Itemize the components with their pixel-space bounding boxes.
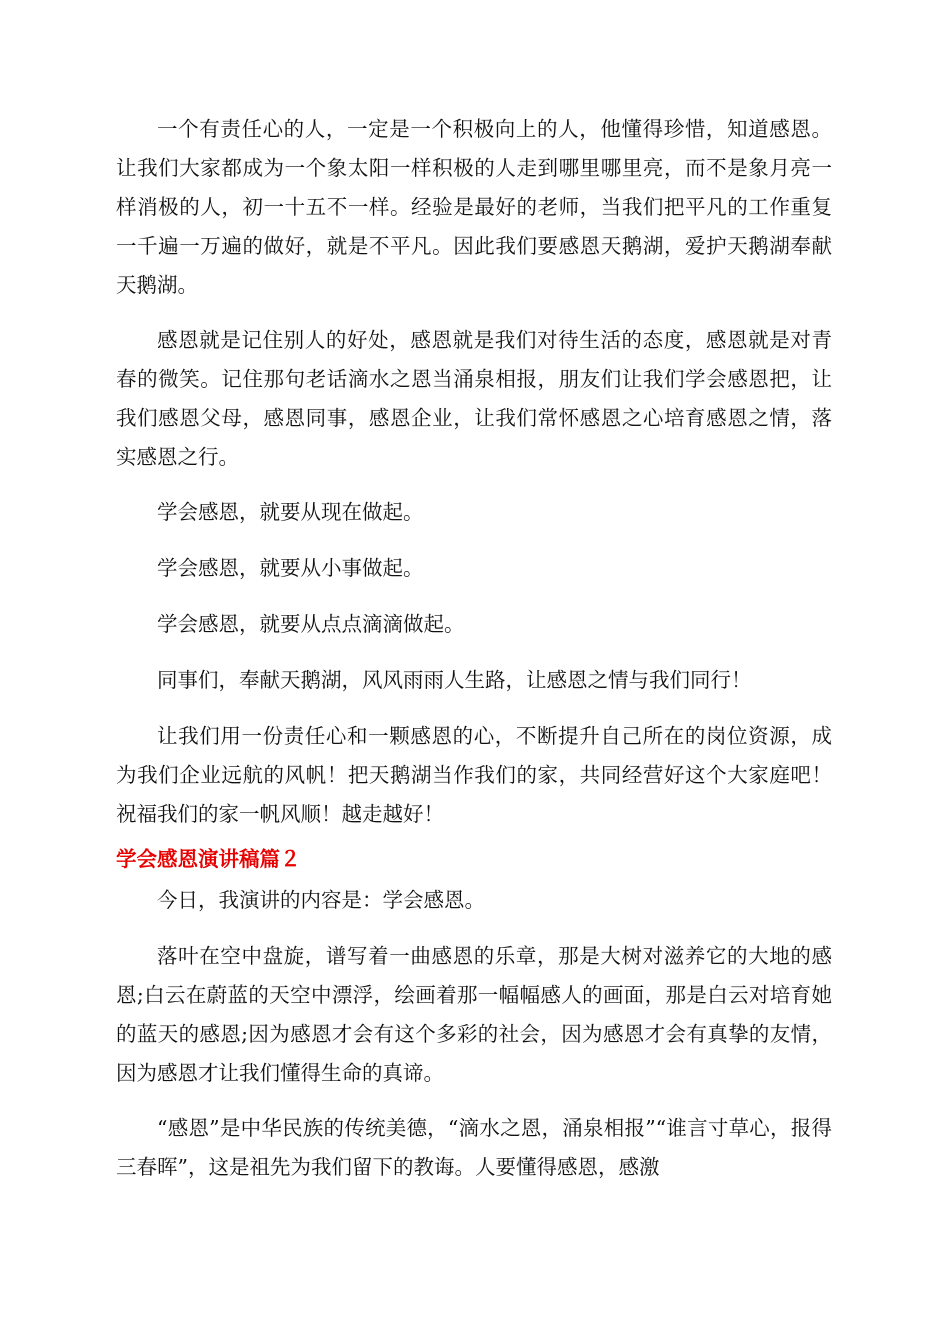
paragraph: 学会感恩，就要从现在做起。	[157, 500, 424, 524]
paragraph: 感恩就是记住别人的好处，感恩就是我们对待生活的态度，感恩就是对青春的微笑。记住那句老话滴水之恩当涌泉相报，朋友们让我们学会感恩把，让我们感恩父母，感恩同事，感恩企业，让我们常怀感恩之心培育感恩之情，落实感恩之行。	[116, 328, 832, 469]
paragraph: 学会感恩，就要从小事做起。	[157, 556, 424, 580]
paragraph: 让我们用一份责任心和一颗感恩的心，不断提升自己所在的岗位资源，成为我们企业远航的风帆！把天鹅湖当作我们的家，共同经营好这个大家庭吧！祝福我们的家一帆风顺！越走越好！	[116, 724, 832, 826]
paragraph: 今日，我演讲的内容是：学会感恩。	[157, 888, 485, 912]
section-heading: 学会感恩演讲稿篇２	[116, 847, 301, 871]
document-body	[116, 110, 832, 1203]
paragraph: 一个有责任心的人，一定是一个积极向上的人，他懂得珍惜，知道感恩。让我们大家都成为一个象太阳一样积极的人走到哪里哪里亮，而不是象月亮一样消极的人，初一十五不一样。经验是最好的老师，当我们把平凡的工作重复一千遍一万遍的做好，就是不平凡。因此我们要感恩天鹅湖，爱护天鹅湖奉献天鹅湖。	[116, 117, 832, 297]
paragraph: 学会感恩，就要从点点滴滴做起。	[157, 612, 465, 636]
paragraph: 落叶在空中盘旋，谱写着一曲感恩的乐章，那是大树对滋养它的大地的感恩;白云在蔚蓝的天空中漂浮，绘画着那一幅幅感人的画面，那是白云对培育她的蓝天的感恩;因为感恩才会有这个多彩的社会，因为感恩才会有真挚的友情，因为感恩才让我们懂得生命的真谛。	[116, 944, 832, 1085]
paragraph: “感恩”是中华民族的传统美德，“滴水之恩，涌泉相报”“谁言寸草心，报得三春晖”，这是祖先为我们留下的教诲。人要懂得感恩，感激	[116, 1116, 832, 1179]
paragraph: 同事们，奉献天鹅湖，风风雨雨人生路，让感恩之情与我们同行！	[157, 668, 752, 692]
